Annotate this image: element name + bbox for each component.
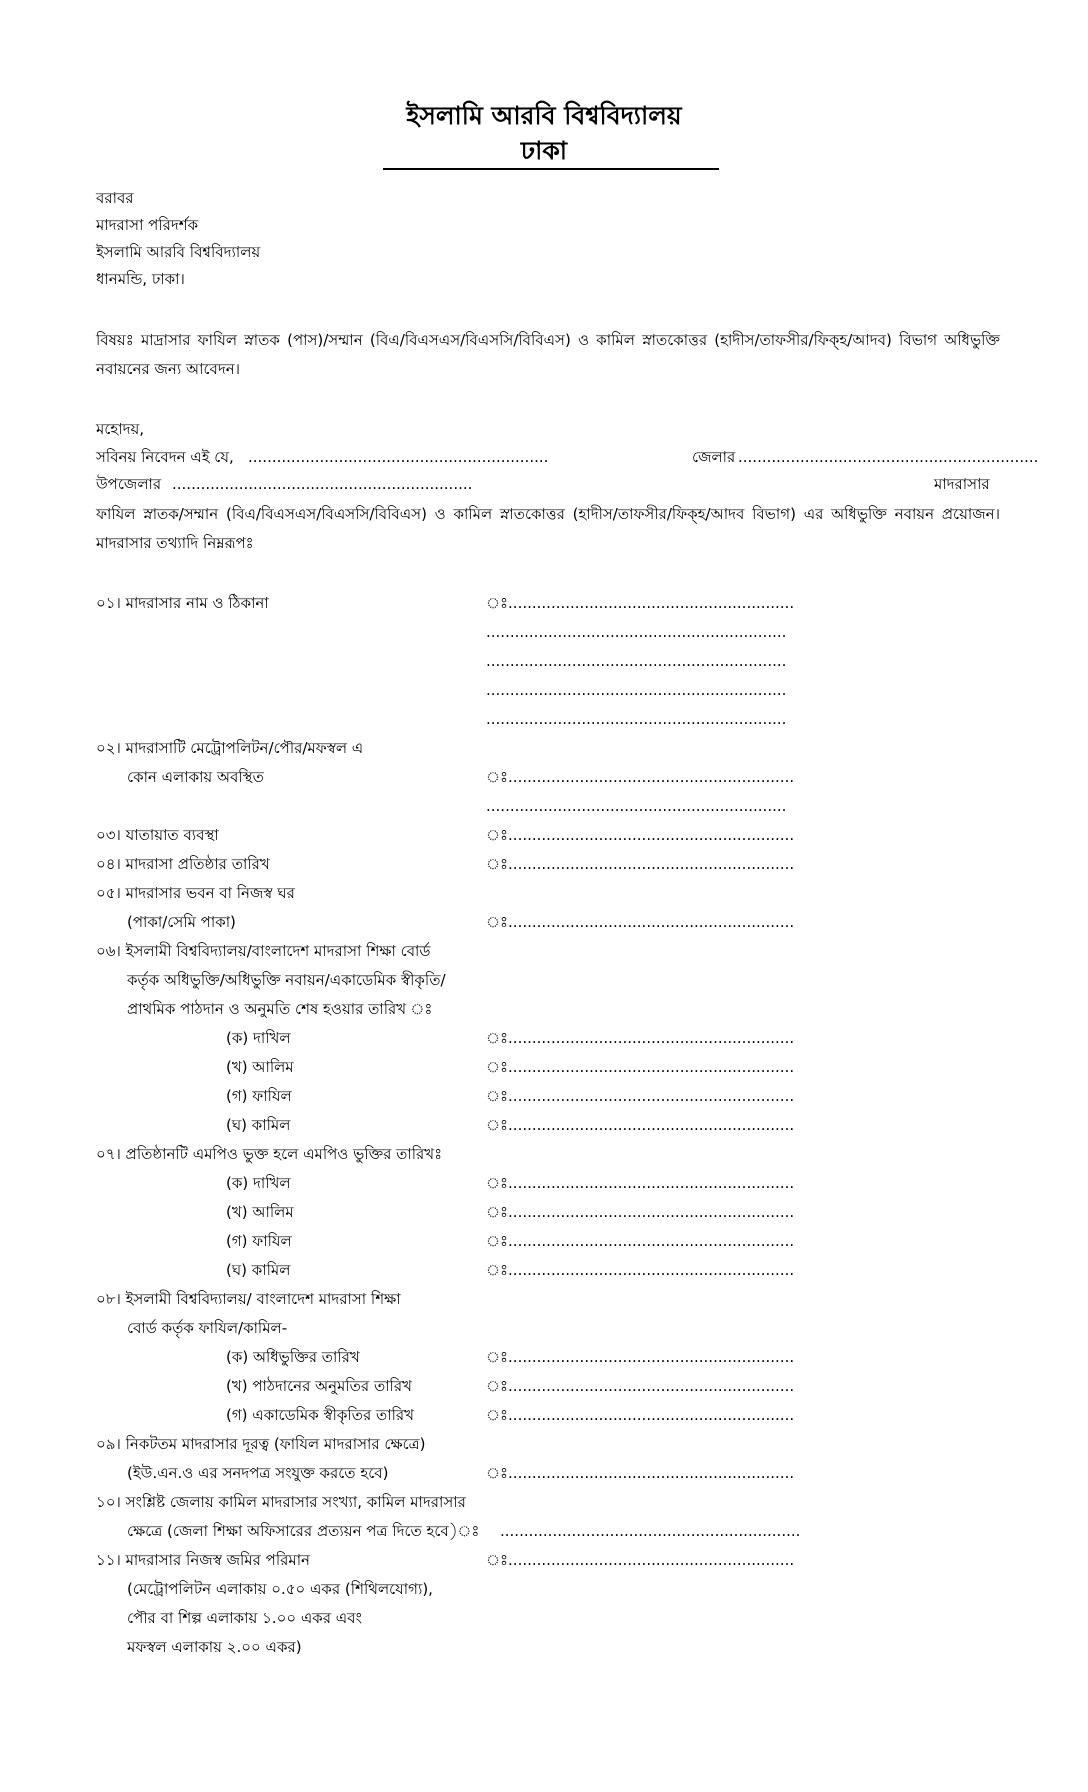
item-09-label-2: (ইউ.এন.ও এর সনদপত্র সংযুক্ত করতে হবে) (127, 1464, 389, 1482)
address-line-3: ইসলামি আরবি বিশ্ববিদ্যালয় (96, 243, 261, 261)
item-06-label: ০৬। ইসলামী বিশ্ববিদ্যালয়/বাংলাদেশ মাদরাসা শিক্ষা বোর্ড (96, 942, 431, 960)
upazila-fill: ............................................................... (172, 475, 473, 493)
item-07-fazil: (গ) ফাযিল (226, 1232, 292, 1250)
item-11-label-4: মফস্বল এলাকায় ২.০০ একর) (127, 1638, 302, 1656)
item-04-fill: ঃ............................................................ (486, 855, 795, 873)
item-10-fill: ............................................................... (500, 1522, 801, 1540)
item-01-fill: ঃ............................................................ (486, 594, 795, 612)
item-07-dakhil-fill: ঃ............................................................ (486, 1174, 795, 1192)
madrasa-label: মাদরাসার (934, 475, 990, 493)
district-fill-2: ............................................................... (738, 448, 1039, 466)
item-03-fill: ঃ............................................................ (486, 826, 795, 844)
item-11-label: ১১। মাদরাসার নিজস্ব জমির পরিমান (96, 1551, 311, 1569)
item-01-label: ০১। মাদরাসার নাম ও ঠিকানা (96, 594, 269, 612)
item-04-label: ০৪। মাদরাসা প্রতিষ্ঠার তারিখ (96, 855, 270, 873)
item-07-label: ০৭। প্রতিষ্ঠানটি এমপিও ভুক্ত হলে এমপিও ভুক্তির তারিখঃ (96, 1145, 443, 1163)
item-03-label: ০৩। যাতায়াত ব্যবস্থা (96, 826, 219, 844)
item-08-label-2: বোর্ড কর্তৃক ফাযিল/কামিল- (127, 1319, 288, 1337)
item-06-fazil: (গ) ফাযিল (226, 1087, 292, 1105)
item-07-dakhil: (ক) দাখিল (226, 1174, 291, 1192)
item-01-fill-5: ............................................................... (486, 710, 787, 728)
item-10-label: ১০। সংশ্লিষ্ট জেলায় কামিল মাদরাসার সংখ্যা, কামিল মাদরাসার (96, 1493, 466, 1511)
item-02-label: ০২। মাদরাসাটি মেট্রোপলিটন/পৌর/মফস্বল এ (96, 739, 364, 757)
item-07-alim-fill: ঃ............................................................ (486, 1203, 795, 1221)
item-05-fill: ঃ............................................................ (486, 913, 795, 931)
item-06-alim-fill: ঃ............................................................ (486, 1058, 795, 1076)
item-06-dakhil: (ক) দাখিল (226, 1029, 291, 1047)
item-01-fill-2: ............................................................... (486, 623, 787, 641)
item-08-recognition: (গ) একাডেমিক স্বীকৃতির তারিখ (226, 1406, 414, 1424)
item-06-fazil-fill: ঃ............................................................ (486, 1087, 795, 1105)
item-11-fill: ঃ............................................................ (486, 1551, 795, 1569)
item-02-fill: ঃ............................................................ (486, 768, 795, 786)
item-08-recognition-fill: ঃ............................................................ (486, 1406, 795, 1424)
item-05-label-2: (পাকা/সেমি পাকা) (127, 913, 236, 931)
item-07-kamil-fill: ঃ............................................................ (486, 1261, 795, 1279)
item-01-fill-4: ............................................................... (486, 681, 787, 699)
title-underline (383, 168, 719, 170)
item-10-label-2: ক্ষেত্রে (জেলা শিক্ষা অফিসারের প্রত্যয়ন পত্র দিতে হবে)ঃ (127, 1522, 480, 1540)
district-label: জেলার (692, 448, 736, 466)
item-07-kamil: (ঘ) কামিল (226, 1261, 291, 1279)
item-09-fill: ঃ............................................................ (486, 1464, 795, 1482)
address-line-4: ধানমন্ডি, ঢাকা। (96, 270, 185, 288)
item-05-label: ০৫। মাদরাসার ভবন বা নিজস্ব ঘর (96, 884, 295, 902)
item-08-label: ০৮। ইসলামী বিশ্ববিদ্যালয়/ বাংলাদেশ মাদরাসা শিক্ষা (96, 1290, 401, 1308)
city-title: ঢাকা (520, 136, 568, 165)
item-08-permission-fill: ঃ............................................................ (486, 1377, 795, 1395)
item-02-fill-2: ............................................................... (486, 797, 787, 815)
intro-paragraph: ফাযিল স্নাতক/সম্মান (বিএ/বিএসএস/বিএসসি/বিবিএস) ও কামিল স্নাতকোত্তর (হাদীস/তাফসীর/ফিক্‌হ/আদব বিভাগ) এর অধিভুক্তি নবায়ন প্রয়োজন। মাদরাসার তথ্যাদি নিম্নরূপঃ (96, 505, 1000, 552)
item-06-label-3: প্রাথমিক পাঠদান ও অনুমতি শেষ হওয়ার তারিখ ঃ (127, 1000, 433, 1018)
item-11-label-2: (মেট্রোপলিটন এলাকায় ০.৫০ একর (শিথিলযোগ্য), (127, 1580, 433, 1598)
item-06-kamil: (ঘ) কামিল (226, 1116, 291, 1134)
item-11-label-3: পৌর বা শিল্প এলাকায় ১.০০ একর এবং (127, 1609, 362, 1627)
item-06-label-2: কর্তৃক অধিভুক্তি/অধিভুক্তি নবায়ন/একাডেমিক স্বীকৃতি/ (127, 971, 446, 989)
item-02-label-2: কোন এলাকায় অবস্থিত (127, 768, 264, 786)
salutation: মহোদয়, (96, 420, 145, 438)
item-08-affiliation-fill: ঃ............................................................ (486, 1348, 795, 1366)
intro-prefix: সবিনয় নিবেদন এই যে, (96, 448, 234, 466)
item-06-kamil-fill: ঃ............................................................ (486, 1116, 795, 1134)
item-09-label: ০৯। নিকটতম মাদরাসার দূরত্ব (ফাযিল মাদরাসার ক্ষেত্রে) (96, 1435, 426, 1453)
address-line-1: বরাবর (96, 189, 134, 207)
item-06-alim: (খ) আলিম (226, 1058, 294, 1076)
item-01-fill-3: ............................................................... (486, 652, 787, 670)
upazila-label: উপজেলার (96, 475, 162, 493)
item-07-alim: (খ) আলিম (226, 1203, 294, 1221)
address-line-2: মাদরাসা পরিদর্শক (96, 216, 199, 234)
subject-line: বিষয়ঃ মাদ্রাসার ফাযিল স্নাতক (পাস)/সম্মান (বিএ/বিএসএস/বিএসসি/বিবিএস) ও কামিল স্নাতকোত্তর (হাদীস/তাফসীর/ফিক্‌হ/আদব) বিভাগ অধিভুক্তি নবায়নের জন্য আবেদন। (96, 331, 1000, 378)
item-08-affiliation: (ক) অধিভুক্তির তারিখ (226, 1348, 360, 1366)
item-06-dakhil-fill: ঃ............................................................ (486, 1029, 795, 1047)
item-08-permission: (খ) পাঠদানের অনুমতির তারিখ (226, 1377, 412, 1395)
district-fill: ............................................................... (248, 448, 549, 466)
item-07-fazil-fill: ঃ............................................................ (486, 1232, 795, 1250)
university-title: ইসলামি আরবি বিশ্ববিদ্যালয় (406, 101, 682, 130)
